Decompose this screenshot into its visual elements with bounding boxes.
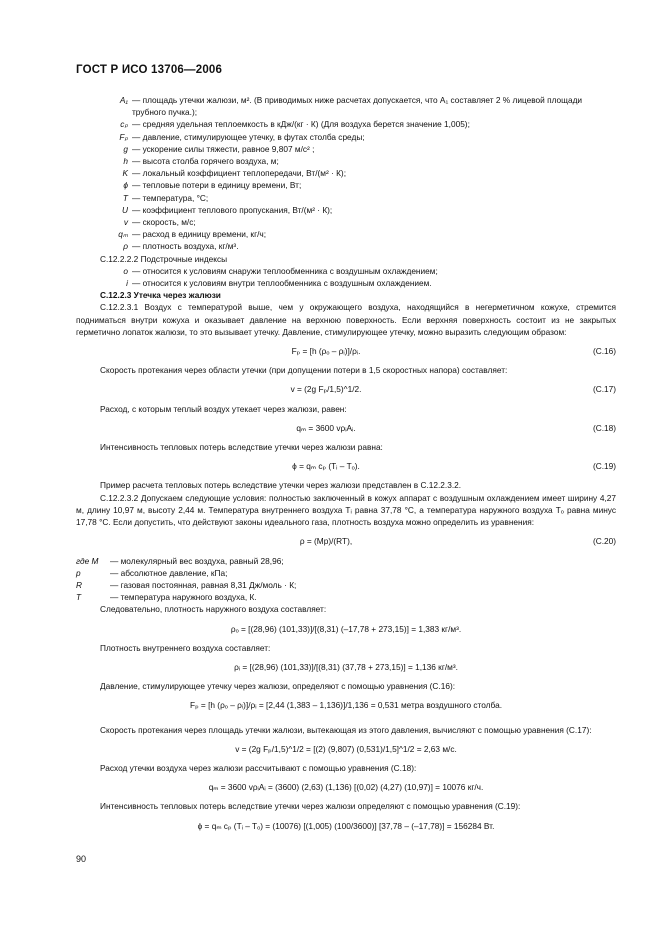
definition-text: — средняя удельная теплоемкость в кДж/(кг · К) (Для воздуха берется значение 1,005); [132,119,470,130]
definition-row [76,567,616,579]
definition-symbol: T [76,592,82,603]
definition-text: — плотность воздуха, кг/м³. [132,241,239,252]
definition-row [108,179,616,191]
calculation-outer-density: ρₒ = [(28,96) (101,33)]/[(8,31) (–17,78 + 273,15)] = 1,383 кг/м³. [230,623,462,634]
definition-row [108,94,616,118]
paragraph: Следовательно, плотность наружного воздуха составляет: [100,604,327,615]
definition-symbol: ϕ [123,180,128,191]
definition-row [108,265,616,277]
definition-symbol: qₘ [118,229,128,240]
equation-number: (С.19) [592,461,616,472]
definition-row [108,192,616,204]
paragraph: Расход, с которым теплый воздух утекает через жалюзи, равен: [100,403,347,414]
equation-c18 [76,422,616,434]
equation-number: (С.16) [592,346,616,357]
section-heading-subscripts: С.12.2.2.2 Подстрочные индексы [100,253,228,264]
page-number: 90 [76,854,87,864]
definition-row [108,131,616,143]
definition-row [108,216,616,228]
definition-text: — расход в единицу времени, кг/ч; [132,229,267,240]
definition-text: — абсолютное давление, кПа; [110,567,228,578]
definition-row [108,204,616,216]
definition-row [108,155,616,167]
definition-text: — локальный коэффициент теплопередачи, Вт/(м² · К); [132,168,346,179]
definition-text: — тепловые потери в единицу времени, Вт; [132,180,302,191]
calculation-flow-rate: qₘ = 3600 vρᵢAᵢ = (3600) (2,63) (1,136) [(0,02) (4,27) (10,97)] = 10076 кг/ч. [208,782,484,793]
definition-symbol: ρ [123,241,128,252]
definition-symbol: i [126,278,128,289]
definition-symbol: Fₚ [119,131,128,142]
paragraph: Пример расчета тепловых потерь вследствие утечки через жалюзи представлен в С.12.2.3.2. [100,480,462,491]
calculation-heat-loss: ϕ = qₘ cₚ (Tᵢ – Tₒ) = (10076) [(1,005) (100/3600)] [37,78 – (–17,78)] = 156284 Вт. [197,820,495,831]
page-content [76,94,616,839]
definition-row [108,240,616,252]
subscript-definitions [108,265,616,289]
where-definitions [76,555,616,604]
definition-text: — температура, °С; [132,192,209,203]
paragraph: Интенсивность тепловых потерь вследствие утечки через жалюзи равна: [100,442,383,453]
equation-formula: ρ = (Mp)/(RT), [299,536,353,547]
definition-row [76,579,616,591]
paragraph: С.12.2.3.2 Допускаем следующие условия: полностью заключенный в кожух аппарат с воздушным охлаждением имеет ширину 4,27 м, длину 10,97 м, высоту 2,44 м. Температура внутреннего воздуха Tᵢ равна 37,78 °С, а температура наружного воздуха Tₒ равна минус 17,78 °С. Если допустить, что действуют законы идеального газа, плотность воздуха можно определить из уравнения: [76,492,616,528]
definition-symbol: v [123,217,128,228]
paragraph: Скорость протекания через площадь утечки жалюзи, вытекающая из этого давления, вычисляют с помощью уравнения (С.17): [100,724,592,735]
definition-row [108,167,616,179]
equation-formula: v = (2g Fₚ/1,5)^1/2. [290,384,362,395]
definition-text: — коэффициент теплового пропускания, Вт/(м² · К); [132,204,333,215]
symbol-definitions [108,94,616,253]
definition-row [76,555,616,567]
definition-symbol: p [76,567,81,578]
equation-c16 [76,345,616,357]
definition-symbol: A₁ [119,95,128,105]
definition-symbol: h [123,156,128,167]
calculation-inner-density: ρᵢ = [(28,96) (101,33)]/[(8,31) (37,78 + 273,15)] = 1,136 кг/м³. [234,661,458,672]
definition-text: — давление, стимулирующее утечку, в футах столба среды; [132,131,365,142]
definition-text: — скорость, м/с; [132,217,196,228]
definition-symbol: где M [76,555,99,566]
definition-text: — относится к условиям внутри теплообменника с воздушным охлаждением. [132,278,432,289]
equation-c19 [76,460,616,472]
definition-row [108,143,616,155]
paragraph: Плотность внутреннего воздуха составляет: [100,642,271,653]
equation-formula: ϕ = qₘ cₚ (Tᵢ – Tₒ). [292,461,360,472]
definition-row [108,118,616,130]
equation-number: (С.18) [592,422,616,433]
equation-number: (С.17) [592,384,616,395]
equation-c17 [76,383,616,395]
paragraph: Скорость протекания через области утечки (при допущении потери в 1,5 скоростных напора) составляет: [100,365,508,376]
definition-row [108,228,616,240]
equation-formula: Fₚ = [h (ρₒ – ρᵢ)]/ρᵢ. [291,346,361,357]
definition-text: — относится к условиям снаружи теплообменника с воздушным охлаждением; [132,265,438,276]
paragraph: Расход утечки воздуха через жалюзи рассчитывают с помощью уравнения (С.18): [100,762,417,773]
equation-formula: qₘ = 3600 vρᵢAᵢ. [296,422,356,433]
section-heading-louver-leakage: С.12.2.3 Утечка через жалюзи [100,290,221,301]
definition-text: — температура наружного воздуха, К. [110,592,257,603]
definition-text: — площадь утечки жалюзи, м². (В приводимых ниже расчетах допускается, что A₁ составляет 2 % лицевой площади трубного пучка.); [132,95,583,118]
equation-c20 [76,535,616,547]
equation-number: (С.20) [592,536,616,547]
document-header: ГОСТ Р ИСО 13706—2006 [76,64,223,76]
calculation-velocity: v = (2g Fₚ/1,5)^1/2 = [(2) (9,807) (0,531)/1,5]^1/2 = 2,63 м/с. [235,743,457,754]
definition-row [76,591,616,603]
definition-symbol: T [122,192,128,203]
paragraph: С.12.2.3.1 Воздух с температурой выше, чем у окружающего воздуха, находящийся в негерметичном кожухе, стремится подниматься внутри кожуха и оказывает давление на верхнюю поверхность. Если верхняя поверхность состоит из не закрытых герметично лопаток жалюзи, то это вызывает утечку. Давление, стимулирующее утечку, можно выразить следующим образом: [76,302,616,337]
definition-symbol: g [123,143,128,154]
calculation-pressure: Fₚ = [h (ρₒ – ρᵢ)]/ρᵢ = [2,44 (1,383 – 1,136)]/1,136 = 0,531 метра воздушного столба. [190,700,502,711]
definition-text: — газовая постоянная, равная 8,31 Дж/моль · К; [110,579,297,590]
definition-row [108,277,616,289]
definition-symbol: cₚ [120,119,128,130]
definition-symbol: o [123,265,128,276]
definition-symbol: R [76,579,82,590]
paragraph: Интенсивность тепловых потерь вследствие утечки через жалюзи определяют с помощью уравнения (С.19): [100,801,521,812]
definition-text: — ускорение силы тяжести, равное 9,807 м/с² ; [132,143,315,154]
definition-symbol: K [122,168,128,179]
definition-symbol: U [122,204,128,215]
definition-text: — молекулярный вес воздуха, равный 28,96; [110,555,284,566]
paragraph: Давление, стимулирующее утечку через жалюзи, определяют с помощью уравнения (С.16): [100,681,456,692]
definition-text: — высота столба горячего воздуха, м; [132,156,279,167]
